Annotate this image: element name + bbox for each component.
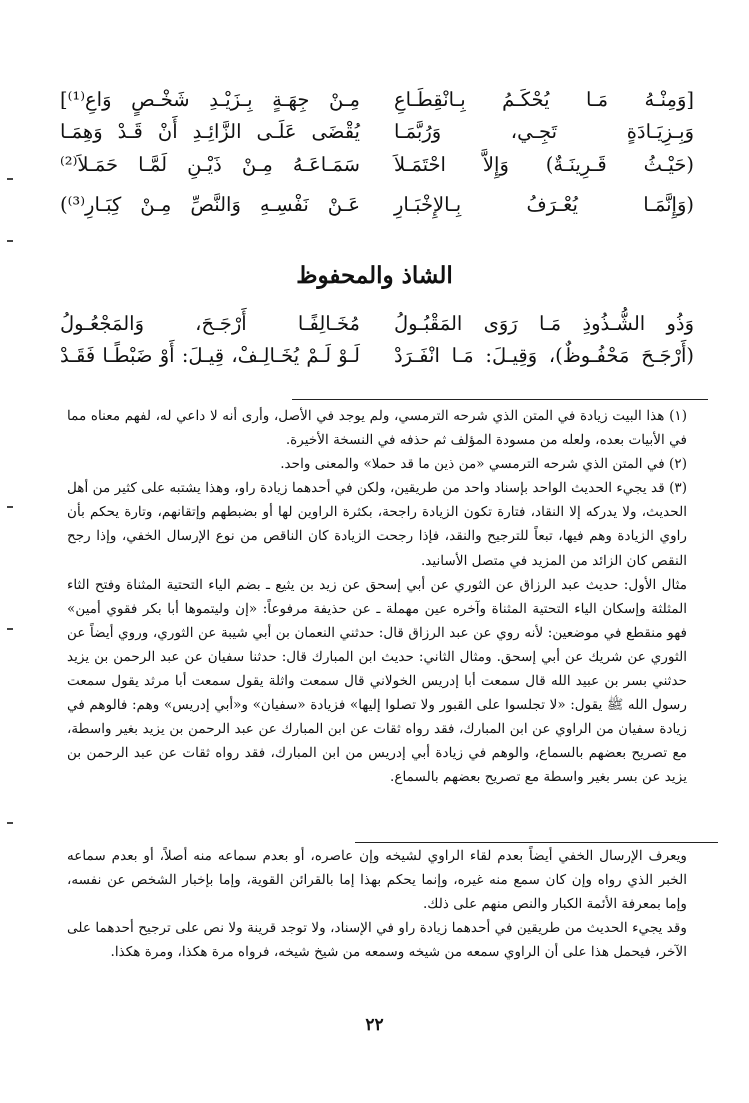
section-title: الشاذ والمحفوظ [296, 262, 453, 289]
verse-line [0, 312, 749, 346]
footnotes [67, 404, 687, 790]
verse-line [0, 88, 749, 122]
footnote: (٢) في المتن الذي شرحه الترمسي «من ذين ما قد حملا» والمعنى واحد. [280, 456, 687, 473]
verse-line [0, 193, 749, 227]
verse-second-hemistich: سَمَـاعَـهُ مِـنْ ذَيْـنِ لَمَّـا حَمَـلاَ⁽²⁾ [60, 153, 360, 176]
verse-second-hemistich: يُقْضَى عَلَـى الزَّائِـدِ أَنْ قَـدْ وَهِمَـا [60, 120, 360, 143]
footnote-paragraph: مثال الأول: حديث عبد الرزاق عن الثوري عن أبي إسحق عن زيد بن يثيع ـ بضم الياء التحتية المثناة وفتح الثاء المثلثة وإسكان الياء التحتية المثناة وآخره عين مهملة ـ عن حذيفة مرفوعاً: «إن وليتموها أبا بكر فقوي أمين» فهو منقطع في موضعين: لأنه روي عن عبد الرزاق قال: حدثني النعمان بن أبي شيبة عن الثوري، وروي أيضاً عن الثوري عن شريك عن أبي إسحق. ومثال الثاني: حديث ابن المبارك قال: حدثنا سفيان عن عبد الرحمن بن يزيد حدثني بسر بن عبيد الله قال سمعت أبا إدريس الخولاني قال سمعت واثلة يقول سمعت أبا مرثد يقول سمعت رسول الله ﷺ يقول: «لا تجلسوا على القبور ولا تصلوا إليها» فزيادة «سفيان» و«أبي إدريس» وهم: فالوهم في زيادة سفيان من الراوي عن ابن المبارك، فقد رواه ثقات عن ابن المبارك عن عبد الرحمن بن يزيد بغير واسطة، مع تصريح بعضهم بالسماع، والوهم في زيادة أبي إدريس من ابن المبارك، فقد رواه ثقات عن عبد الرحمن بن يزيد عن بسر بغير واسطة مع تصريح بعضهم بالسماع. [67, 576, 687, 786]
verse-first-hemistich: (وَإِنَّمَـا يُعْـرَفُ بِـالإِخْبَـارِ [394, 193, 694, 216]
verse-first-hemistich: (حَيْـثُ قَـرِينَـةٌ) وَإِلاَّ احْتَمَـلاَ [394, 153, 694, 176]
footnote-separator [292, 399, 708, 400]
verse-first-hemistich: وَذُو الشُّـذُوذِ مَـا رَوَى المَقْبُـولُ [394, 312, 694, 335]
footnote: (١) هذا البيت زيادة في المتن الذي شرحه الترمسي، ولم يوجد في الأصل، وأرى أنه لا داعي له، لفهم معناه مما في الأبيات بعده، ولعله من مسودة المؤلف ثم حذفه في النسخة الأخيرة. [67, 408, 687, 449]
verse-second-hemistich: عَـنْ نَفْسِـهِ وَالنَّصِّ مِـنْ كِبَـارِ⁽³⁾) [60, 193, 360, 216]
verse-line [0, 153, 749, 187]
verse-line [0, 120, 749, 154]
verse-line [0, 344, 749, 378]
verse-second-hemistich: مُخَـالِفًـا أَرْجَـحَ، وَالمَجْعُـولُ [60, 312, 360, 335]
footnote-separator [355, 842, 718, 843]
verse-first-hemistich: (أَرْجَـحَ مَحْفُـوظٌ)، وَقِيـلَ: مَـا انْفَـرَدْ [394, 344, 694, 367]
verse-first-hemistich: [وَمِنْـهُ مَـا يُحْكَـمُ بِـانْقِطَـاعِ [394, 88, 694, 111]
margin-mark [7, 628, 13, 630]
margin-mark [7, 822, 13, 824]
footnote-paragraph: وقد يجيء الحديث من طريقين في أحدهما زيادة راو في الإسناد، ولا توجد قرينة ولا نص على ترجيح أحدهما على الآخر، فيحمل هذا على أن الراوي سمعه من شيخه وسمعه من شيخ شيخه، فرواه مرة هكذا، ومرة هكذا. [67, 920, 687, 961]
footnote-continuation [67, 844, 687, 964]
verse-second-hemistich: لَـوْ لَـمْ يُخَـالِـفْ، قِيـلَ: أَوْ ضَبْطًـا فَقَـدْ [60, 344, 360, 367]
footnote-paragraph: ويعرف الإرسال الخفي أيضاً بعدم لقاء الراوي لشيخه وإن عاصره، أو بعدم سماعه منه أصلاً، أو بعدم سماعه الخبر الذي رواه وإن كان سمع منه غيره، وإنما يحكم بهذا إما بالقرائن القوية، وإما بإخبار الشخص عن نفسه، وإما بمعرفة الأئمة الكبار والنص منهم على ذلك. [67, 848, 687, 913]
page-number: ٢٢ [365, 1015, 384, 1035]
margin-mark [7, 178, 13, 180]
verse-second-hemistich: مِـنْ جِهَـةٍ بِـزَيْـدِ شَخْـصٍ وَاعِ⁽¹⁾] [60, 88, 360, 111]
margin-mark [7, 506, 13, 508]
footnote: (٣) قد يجيء الحديث الواحد بإسناد واحد من طريقين، ولكن في أحدهما زيادة راو، وهذا يشتبه على كثير من أهل الحديث، ولا يدركه إلا النقاد، فتارة تكون الزيادة راجحة، بكثرة الراوين لها أو بضبطهم وإتقانهم، وتارة يحكم بأن راوي الزيادة وهم فيها، تبعاً للترجيح والنقد، فإذا رجحت الزيادة كان الناقص من نوع الإرسال الخفي، وإذا رجح النقص كان الزائد من المزيد في متصل الأسانيد. [67, 480, 687, 569]
margin-mark [7, 240, 13, 242]
verse-first-hemistich: وَبِـزِيَـادَةٍ تَجِـي، وَرُبَّمَـا [394, 120, 694, 143]
